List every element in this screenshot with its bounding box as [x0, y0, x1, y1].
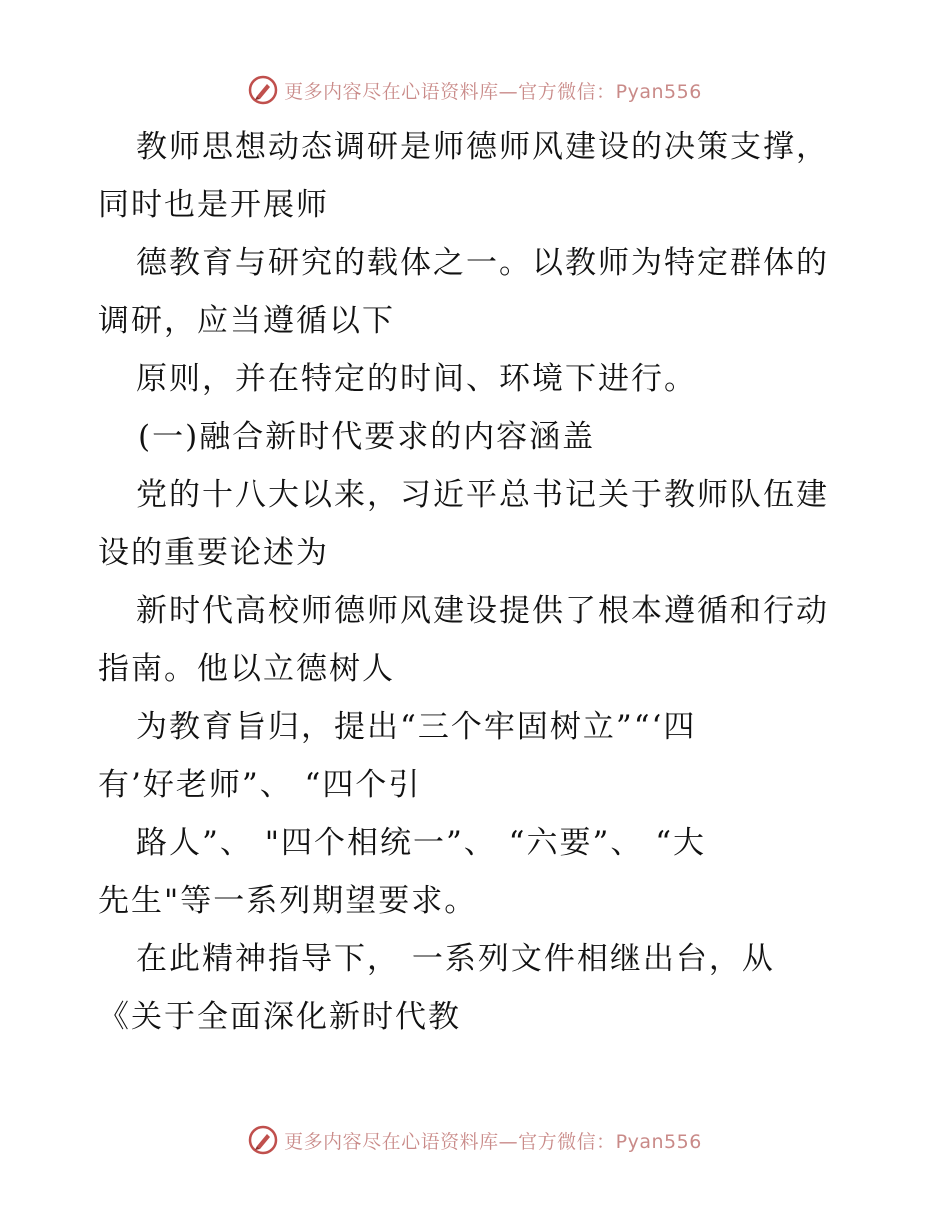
text-line: 路人”、 "四个相统一”、 “六要”、 “大 — [136, 825, 707, 861]
text-line: 《关于全面深化新时代教 — [98, 999, 461, 1035]
text-line: 同时也是开展师 — [98, 187, 329, 223]
text-line: 原则，并在特定的时间、环境下进行。 — [136, 361, 697, 397]
text-line: 调研，应当遵循以下 — [98, 303, 395, 339]
text-line: 党的十八大以来，习近平总书记关于教师队伍建 — [136, 477, 829, 513]
text-line: 为教育旨归，提出“三个牢固树立”“‘四 — [136, 709, 697, 745]
watermark-header — [0, 70, 950, 110]
text-line: 有’好老师”、 “四个引 — [98, 767, 422, 803]
pen-logo-icon — [248, 1125, 278, 1155]
text-line: 在此精神指导下， 一系列文件相继出台，从 — [136, 941, 775, 977]
watermark-text: 更多内容尽在心语资料库—官方微信：Pyan556 — [284, 1130, 702, 1153]
section-heading: (一)融合新时代要求的内容涵盖 — [138, 419, 596, 455]
text-line: 先生"等一系列期望要求。 — [98, 883, 478, 919]
text-line: 指南。他以立德树人 — [98, 651, 395, 687]
document-body — [98, 118, 858, 1046]
watermark-footer — [0, 1120, 950, 1160]
text-line: 设的重要论述为 — [98, 535, 329, 571]
watermark-text: 更多内容尽在心语资料库—官方微信：Pyan556 — [284, 80, 702, 103]
text-line: 教师思想动态调研是师德师风建设的决策支撑， — [136, 129, 829, 165]
pen-logo-icon — [248, 75, 278, 105]
text-line: 新时代高校师德师风建设提供了根本遵循和行动 — [136, 593, 829, 629]
text-line: 德教育与研究的载体之一。以教师为特定群体的 — [136, 245, 829, 281]
